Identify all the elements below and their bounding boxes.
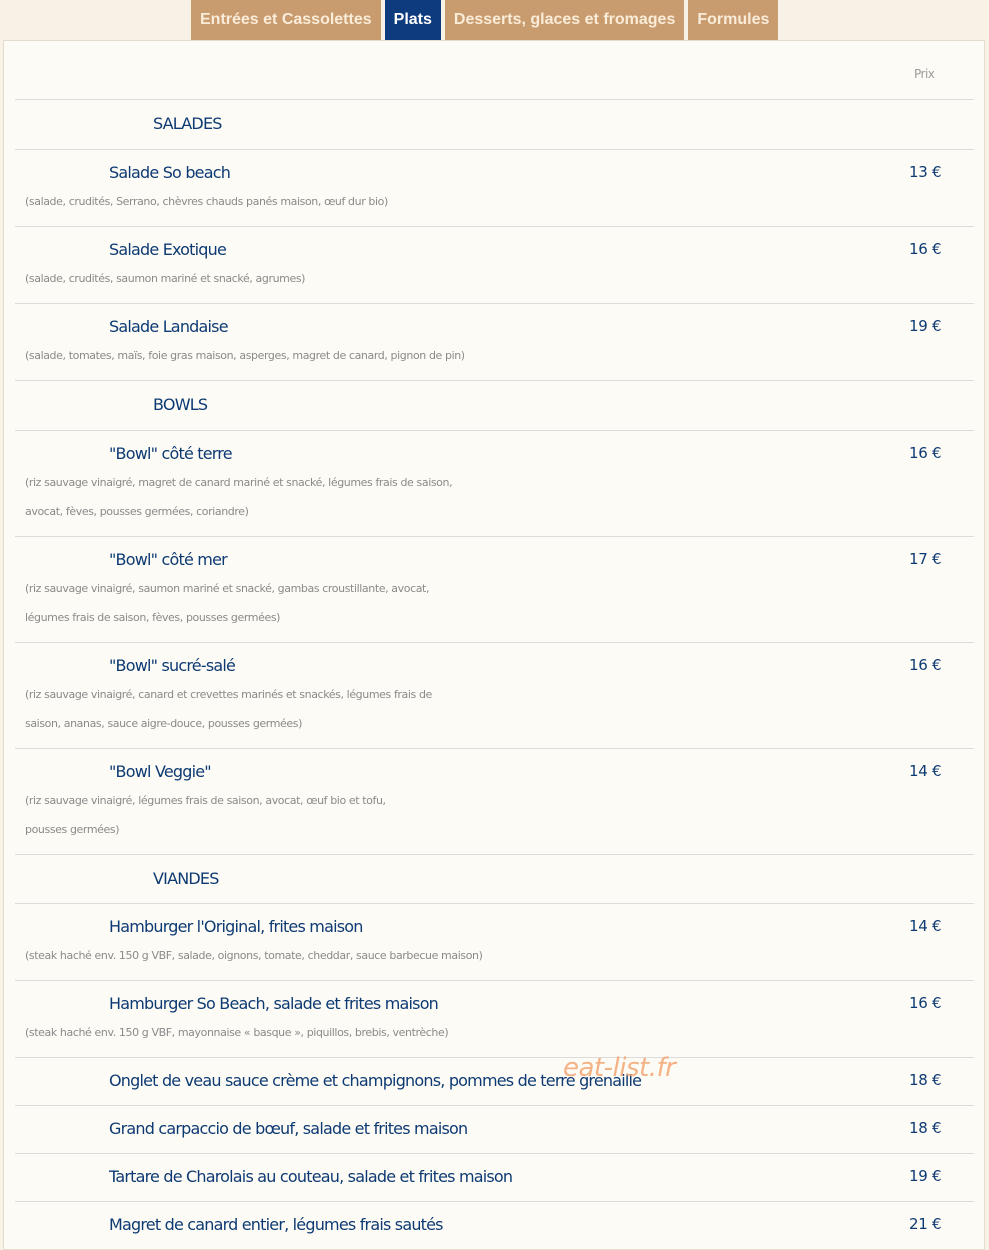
item-price: 18 € — [909, 1071, 942, 1089]
section-title: SALADES — [153, 114, 222, 133]
menu-item — [15, 149, 974, 226]
menu-item — [15, 536, 974, 642]
menu-item — [15, 430, 974, 536]
item-name: "Bowl Veggie" — [109, 762, 211, 781]
item-name: Grand carpaccio de bœuf, salade et frites maison — [109, 1119, 468, 1138]
item-price: 16 € — [909, 444, 942, 462]
menu-panel — [3, 40, 985, 1250]
watermark: eat-list.fr — [563, 1053, 676, 1083]
item-description: (salade, tomates, maïs, foie gras maison, asperges, magret de canard, pignon de pin) — [25, 349, 465, 362]
item-name: Salade So beach — [109, 163, 231, 182]
menu-item — [15, 903, 974, 980]
menu-item — [15, 1105, 974, 1153]
section-row-salades — [15, 99, 974, 149]
menu-item — [15, 1057, 974, 1105]
menu-item — [15, 1153, 974, 1201]
item-description: (riz sauvage vinaigré, canard et crevettes marinés et snackés, légumes frais de saison, ananas, sauce aigre-douce, pousses germées) — [25, 688, 432, 730]
item-description: (salade, crudités, Serrano, chèvres chauds panés maison, œuf dur bio) — [25, 195, 388, 208]
tab-plats[interactable]: Plats — [385, 0, 441, 40]
price-column-header: Prix — [914, 67, 935, 81]
menu-item — [15, 226, 974, 303]
item-price: 13 € — [909, 163, 942, 181]
item-name: Onglet de veau sauce crème et champignons, pommes de terre grenaille — [109, 1071, 642, 1090]
item-price: 19 € — [909, 317, 942, 335]
menu-item — [15, 642, 974, 748]
item-name: Tartare de Charolais au couteau, salade et frites maison — [109, 1167, 513, 1186]
item-price: 18 € — [909, 1119, 942, 1137]
item-description: (steak haché env. 150 g VBF, salade, oignons, tomate, cheddar, sauce barbecue maison) — [25, 949, 483, 962]
item-price: 14 € — [909, 917, 942, 935]
tab-formules[interactable]: Formules — [688, 0, 778, 40]
item-name: "Bowl" côté terre — [109, 444, 232, 463]
item-price: 19 € — [909, 1167, 942, 1185]
item-price: 16 € — [909, 994, 942, 1012]
menu-item — [15, 303, 974, 380]
item-name: Hamburger l'Original, frites maison — [109, 917, 363, 936]
tab-entrees[interactable]: Entrées et Cassolettes — [191, 0, 381, 40]
item-name: Magret de canard entier, légumes frais sautés — [109, 1215, 443, 1234]
menu-tabs — [191, 0, 778, 40]
item-description: (steak haché env. 150 g VBF, mayonnaise « basque », piquillos, brebis, ventrèche) — [25, 1026, 449, 1039]
section-row-bowls — [15, 380, 974, 430]
section-row-viandes — [15, 854, 974, 903]
item-price: 17 € — [909, 550, 942, 568]
menu-item — [15, 748, 974, 854]
item-price: 16 € — [909, 656, 942, 674]
item-description: (riz sauvage vinaigré, légumes frais de saison, avocat, œuf bio et tofu, pousses germées) — [25, 794, 386, 836]
section-title: VIANDES — [153, 869, 219, 888]
item-name: Salade Landaise — [109, 317, 228, 336]
item-price: 16 € — [909, 240, 942, 258]
item-name: "Bowl" sucré-salé — [109, 656, 236, 675]
menu-item — [15, 1201, 974, 1249]
tab-desserts[interactable]: Desserts, glaces et fromages — [445, 0, 684, 40]
item-description: (salade, crudités, saumon mariné et snacké, agrumes) — [25, 272, 306, 285]
item-price: 14 € — [909, 762, 942, 780]
menu-item — [15, 980, 974, 1057]
section-title: BOWLS — [153, 395, 208, 414]
item-description: (riz sauvage vinaigré, magret de canard mariné et snacké, légumes frais de saison, avocat, fèves, pousses germées, coriandre) — [25, 476, 453, 518]
item-price: 21 € — [909, 1215, 942, 1233]
item-description: (riz sauvage vinaigré, saumon mariné et snacké, gambas croustillante, avocat, légumes frais de saison, fèves, pousses germées) — [25, 582, 430, 624]
item-name: "Bowl" côté mer — [109, 550, 227, 569]
item-name: Hamburger So Beach, salade et frites maison — [109, 994, 439, 1013]
item-name: Salade Exotique — [109, 240, 227, 259]
